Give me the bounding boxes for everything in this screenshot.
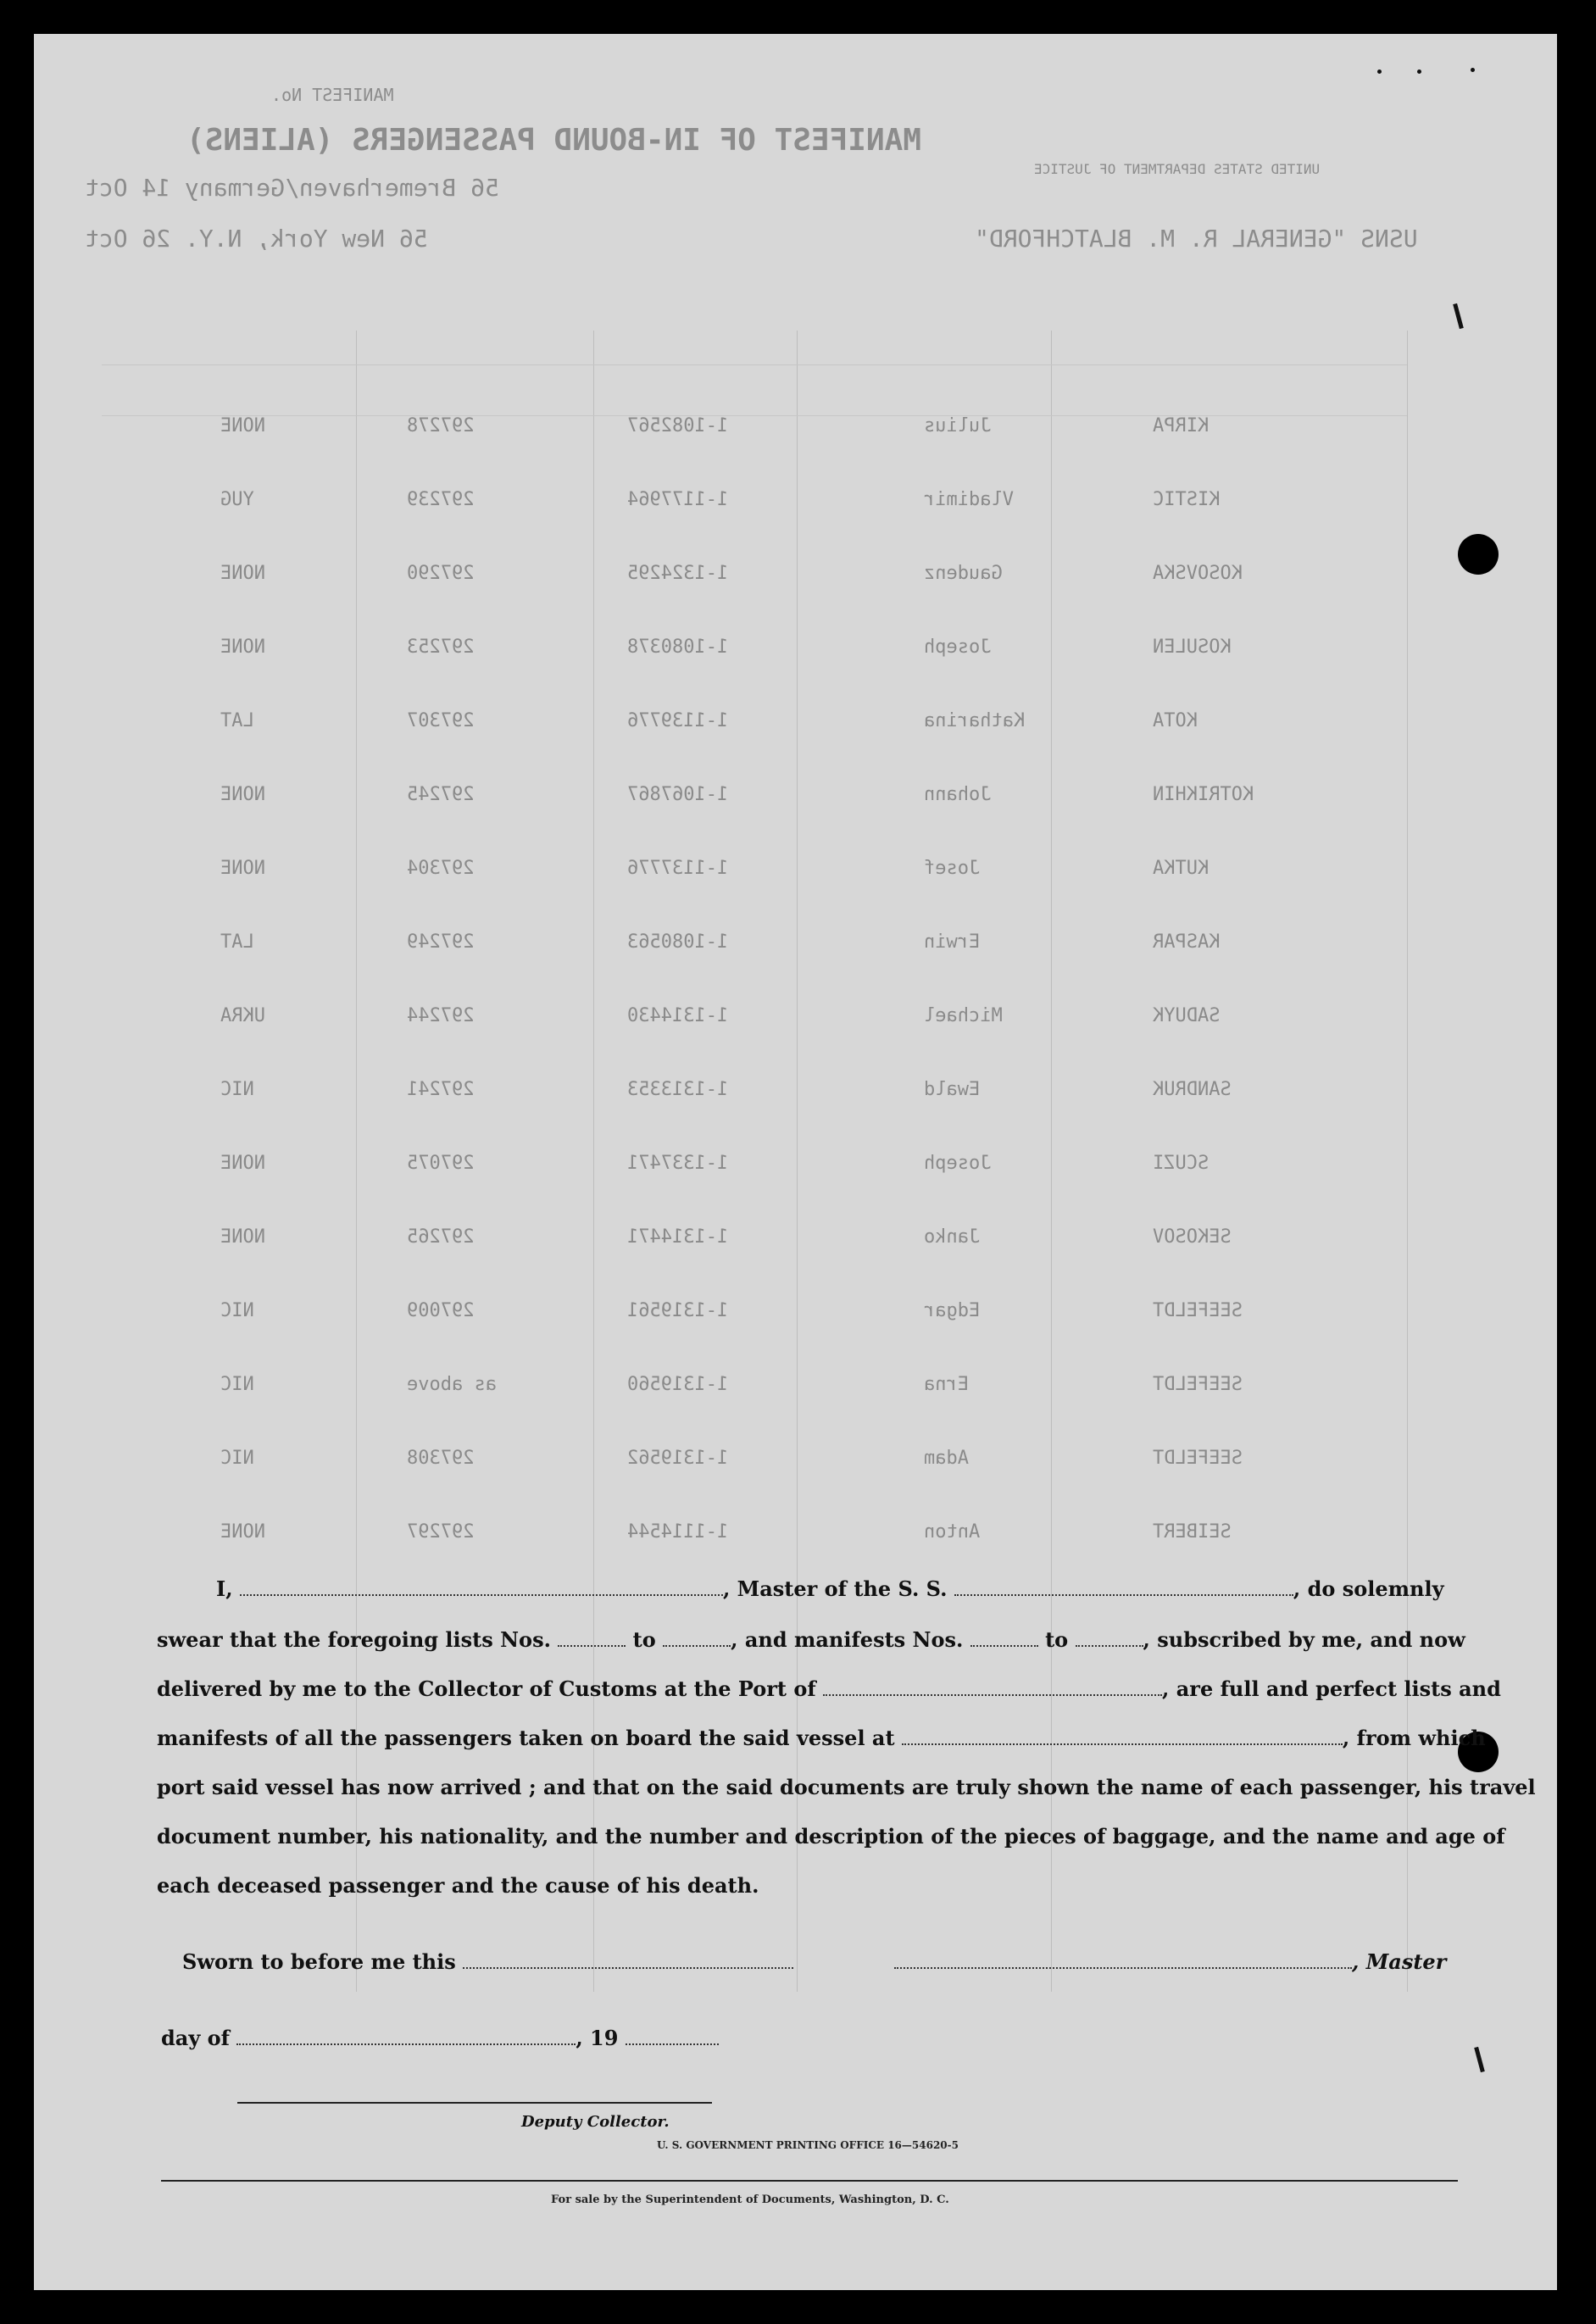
oath-line-4: manifests of all the passengers taken on board the said vessel at , from which — [157, 1726, 1486, 1750]
passenger-surname: SEIBERT — [1153, 1521, 1232, 1543]
passenger-given: Erwin — [924, 931, 981, 953]
passenger-surname: SADUYK — [1153, 1005, 1221, 1026]
passenger-no: 297307 — [407, 710, 475, 731]
passenger-surname: KUTKA — [1153, 858, 1210, 879]
passenger-given: Adam — [924, 1448, 969, 1469]
passenger-doc: 1-1319560 — [627, 1374, 729, 1395]
passenger-surname: SEKOSOV — [1153, 1226, 1232, 1248]
passenger-given: Josef — [924, 858, 981, 879]
passenger-surname: SANDRUK — [1153, 1079, 1232, 1100]
passenger-doc: 1-1177964 — [627, 489, 729, 510]
passenger-surname: KOTRIKHIN — [1153, 784, 1254, 805]
master-oath — [34, 1551, 1557, 2161]
passenger-doc: 1-1319561 — [627, 1300, 729, 1321]
passenger-doc: 1-1139776 — [627, 710, 729, 731]
department-ghost: UNITED STATES DEPARTMENT OF JUSTICE — [1034, 161, 1321, 177]
passenger-surname: SEEFELDT — [1153, 1300, 1243, 1321]
passenger-given: Vladimir — [924, 489, 1014, 510]
passenger-nat: NONE — [220, 637, 265, 658]
passenger-given: Joseph — [924, 1153, 992, 1174]
passenger-row-ghost — [34, 1521, 1557, 1555]
vessel-ghost: USNS "GENERAL R. M. BLATCHFORD" — [975, 225, 1418, 253]
passenger-no: as above — [407, 1374, 497, 1395]
passenger-surname: KISTIC — [1153, 489, 1221, 510]
arrival-ghost: 56 New York, N.Y. 26 Oct — [85, 225, 428, 253]
manifest-title-ghost: MANIFEST OF IN-BOUND PASSENGERS (ALIENS) — [186, 123, 921, 158]
passenger-doc: 1-1314430 — [627, 1005, 729, 1026]
corner-dot — [1377, 69, 1382, 74]
manifest-number-ghost: MANIFEST No. — [271, 85, 394, 105]
deputy-signature-line — [237, 2102, 712, 2104]
passenger-no: 297245 — [407, 784, 475, 805]
passenger-given: Erna — [924, 1374, 969, 1395]
passenger-row-ghost — [34, 1374, 1557, 1408]
departure-ghost: 56 Bremerhaven/Germany 14 Oct — [85, 174, 499, 202]
passenger-nat: NONE — [220, 858, 265, 879]
passenger-no: 297278 — [407, 415, 475, 436]
passenger-no: 297075 — [407, 1153, 475, 1174]
oath-line-5: port said vessel has now arrived ; and that on the said documents are truly shown the name of each passenger, his travel — [157, 1775, 1536, 1799]
passenger-given: Julius — [924, 415, 992, 436]
passenger-nat: NONE — [220, 784, 265, 805]
margin-tick — [1453, 303, 1464, 329]
passenger-nat: NONE — [220, 415, 265, 436]
passenger-surname: KASPAR — [1153, 931, 1221, 953]
passenger-row-ghost — [34, 858, 1557, 892]
passenger-nat: NONE — [220, 563, 265, 584]
oath-line-1: I, , Master of the S. S. , do solemnly — [216, 1576, 1444, 1601]
gpo-imprint: U. S. GOVERNMENT PRINTING OFFICE 16—54620-5 — [657, 2139, 959, 2151]
passenger-doc: 1-1114544 — [627, 1521, 729, 1543]
passenger-row-ghost — [34, 1226, 1557, 1260]
passenger-given: Janko — [924, 1226, 981, 1248]
passenger-row-ghost — [34, 1079, 1557, 1113]
day-line: day of , 19 — [161, 2026, 719, 2050]
sworn-before-line: Sworn to before me this — [182, 1949, 793, 1974]
passenger-nat: YUG — [220, 489, 254, 510]
passenger-nat: UKRA — [220, 1005, 265, 1026]
passenger-surname: KIRPA — [1153, 415, 1210, 436]
passenger-row-ghost — [34, 931, 1557, 965]
passenger-nat: LAT — [220, 710, 254, 731]
passenger-nat: NONE — [220, 1226, 265, 1248]
passenger-doc: 1-1067867 — [627, 784, 729, 805]
master-signature-line: , Master — [894, 1949, 1446, 1974]
oath-line-2: swear that the foregoing lists Nos. to , and manifests Nos. to , subscribed by me, and now — [157, 1627, 1465, 1652]
superintendent-note: For sale by the Superintendent of Documents, Washington, D. C. — [551, 2193, 949, 2206]
passenger-given: Edgar — [924, 1300, 981, 1321]
manifest-sheet — [34, 34, 1557, 2290]
passenger-no: 297239 — [407, 489, 475, 510]
passenger-surname: SEEFELDT — [1153, 1374, 1243, 1395]
footer-rule — [161, 2180, 1458, 2182]
passenger-surname: SCUZI — [1153, 1153, 1210, 1174]
passenger-row-ghost — [34, 1153, 1557, 1187]
passenger-no: 297009 — [407, 1300, 475, 1321]
corner-dot — [1471, 68, 1475, 72]
oath-line-6: document number, his nationality, and the number and description of the pieces of baggage, and the name and age of — [157, 1824, 1505, 1849]
passenger-given: Anton — [924, 1521, 981, 1543]
passenger-no: 297304 — [407, 858, 475, 879]
passenger-row-ghost — [34, 1448, 1557, 1482]
passenger-no: 297308 — [407, 1448, 475, 1469]
passenger-row-ghost — [34, 489, 1557, 523]
passenger-surname: KOTA — [1153, 710, 1198, 731]
passenger-given: Katharina — [924, 710, 1026, 731]
passenger-row-ghost — [34, 563, 1557, 597]
passenger-doc: 1-1313353 — [627, 1079, 729, 1100]
passenger-nat: NIC — [220, 1300, 254, 1321]
deputy-collector-label: Deputy Collector. — [521, 2113, 670, 2131]
passenger-doc: 1-1324295 — [627, 563, 729, 584]
passenger-surname: SEEFELDT — [1153, 1448, 1243, 1469]
passenger-row-ghost — [34, 784, 1557, 818]
passenger-no: 297244 — [407, 1005, 475, 1026]
passenger-surname: KOSOVSKA — [1153, 563, 1243, 584]
passenger-row-ghost — [34, 710, 1557, 744]
passenger-no: 297249 — [407, 931, 475, 953]
passenger-doc: 1-1080563 — [627, 931, 729, 953]
passenger-row-ghost — [34, 637, 1557, 670]
passenger-no: 297241 — [407, 1079, 475, 1100]
passenger-doc: 1-1080378 — [627, 637, 729, 658]
passenger-nat: NONE — [220, 1153, 265, 1174]
passenger-nat: NIC — [220, 1448, 254, 1469]
passenger-given: Michael — [924, 1005, 1003, 1026]
passenger-nat: NIC — [220, 1079, 254, 1100]
oath-line-3: delivered by me to the Collector of Customs at the Port of , are full and perfect lists and — [157, 1676, 1501, 1701]
passenger-no: 297290 — [407, 563, 475, 584]
passenger-doc: 1-1319562 — [627, 1448, 729, 1469]
passenger-no: 297265 — [407, 1226, 475, 1248]
passenger-nat: LAT — [220, 931, 254, 953]
passenger-given: Gaudenz — [924, 563, 1003, 584]
punch-hole — [1458, 534, 1499, 575]
passenger-given: Johann — [924, 784, 992, 805]
passenger-nat: NONE — [220, 1521, 265, 1543]
passenger-surname: KOSULEN — [1153, 637, 1232, 658]
corner-dot — [1417, 69, 1421, 74]
passenger-doc: 1-1337471 — [627, 1153, 729, 1174]
passenger-given: Joseph — [924, 637, 992, 658]
passenger-nat: NIC — [220, 1374, 254, 1395]
passenger-doc: 1-1314471 — [627, 1226, 729, 1248]
passenger-row-ghost — [34, 1005, 1557, 1039]
passenger-doc: 1-1082567 — [627, 415, 729, 436]
passenger-given: Ewald — [924, 1079, 981, 1100]
passenger-no: 297253 — [407, 637, 475, 658]
oath-line-7: each deceased passenger and the cause of his death. — [157, 1873, 759, 1898]
passenger-no: 297297 — [407, 1521, 475, 1543]
passenger-row-ghost — [34, 415, 1557, 449]
passenger-doc: 1-1137776 — [627, 858, 729, 879]
passenger-row-ghost — [34, 1300, 1557, 1334]
